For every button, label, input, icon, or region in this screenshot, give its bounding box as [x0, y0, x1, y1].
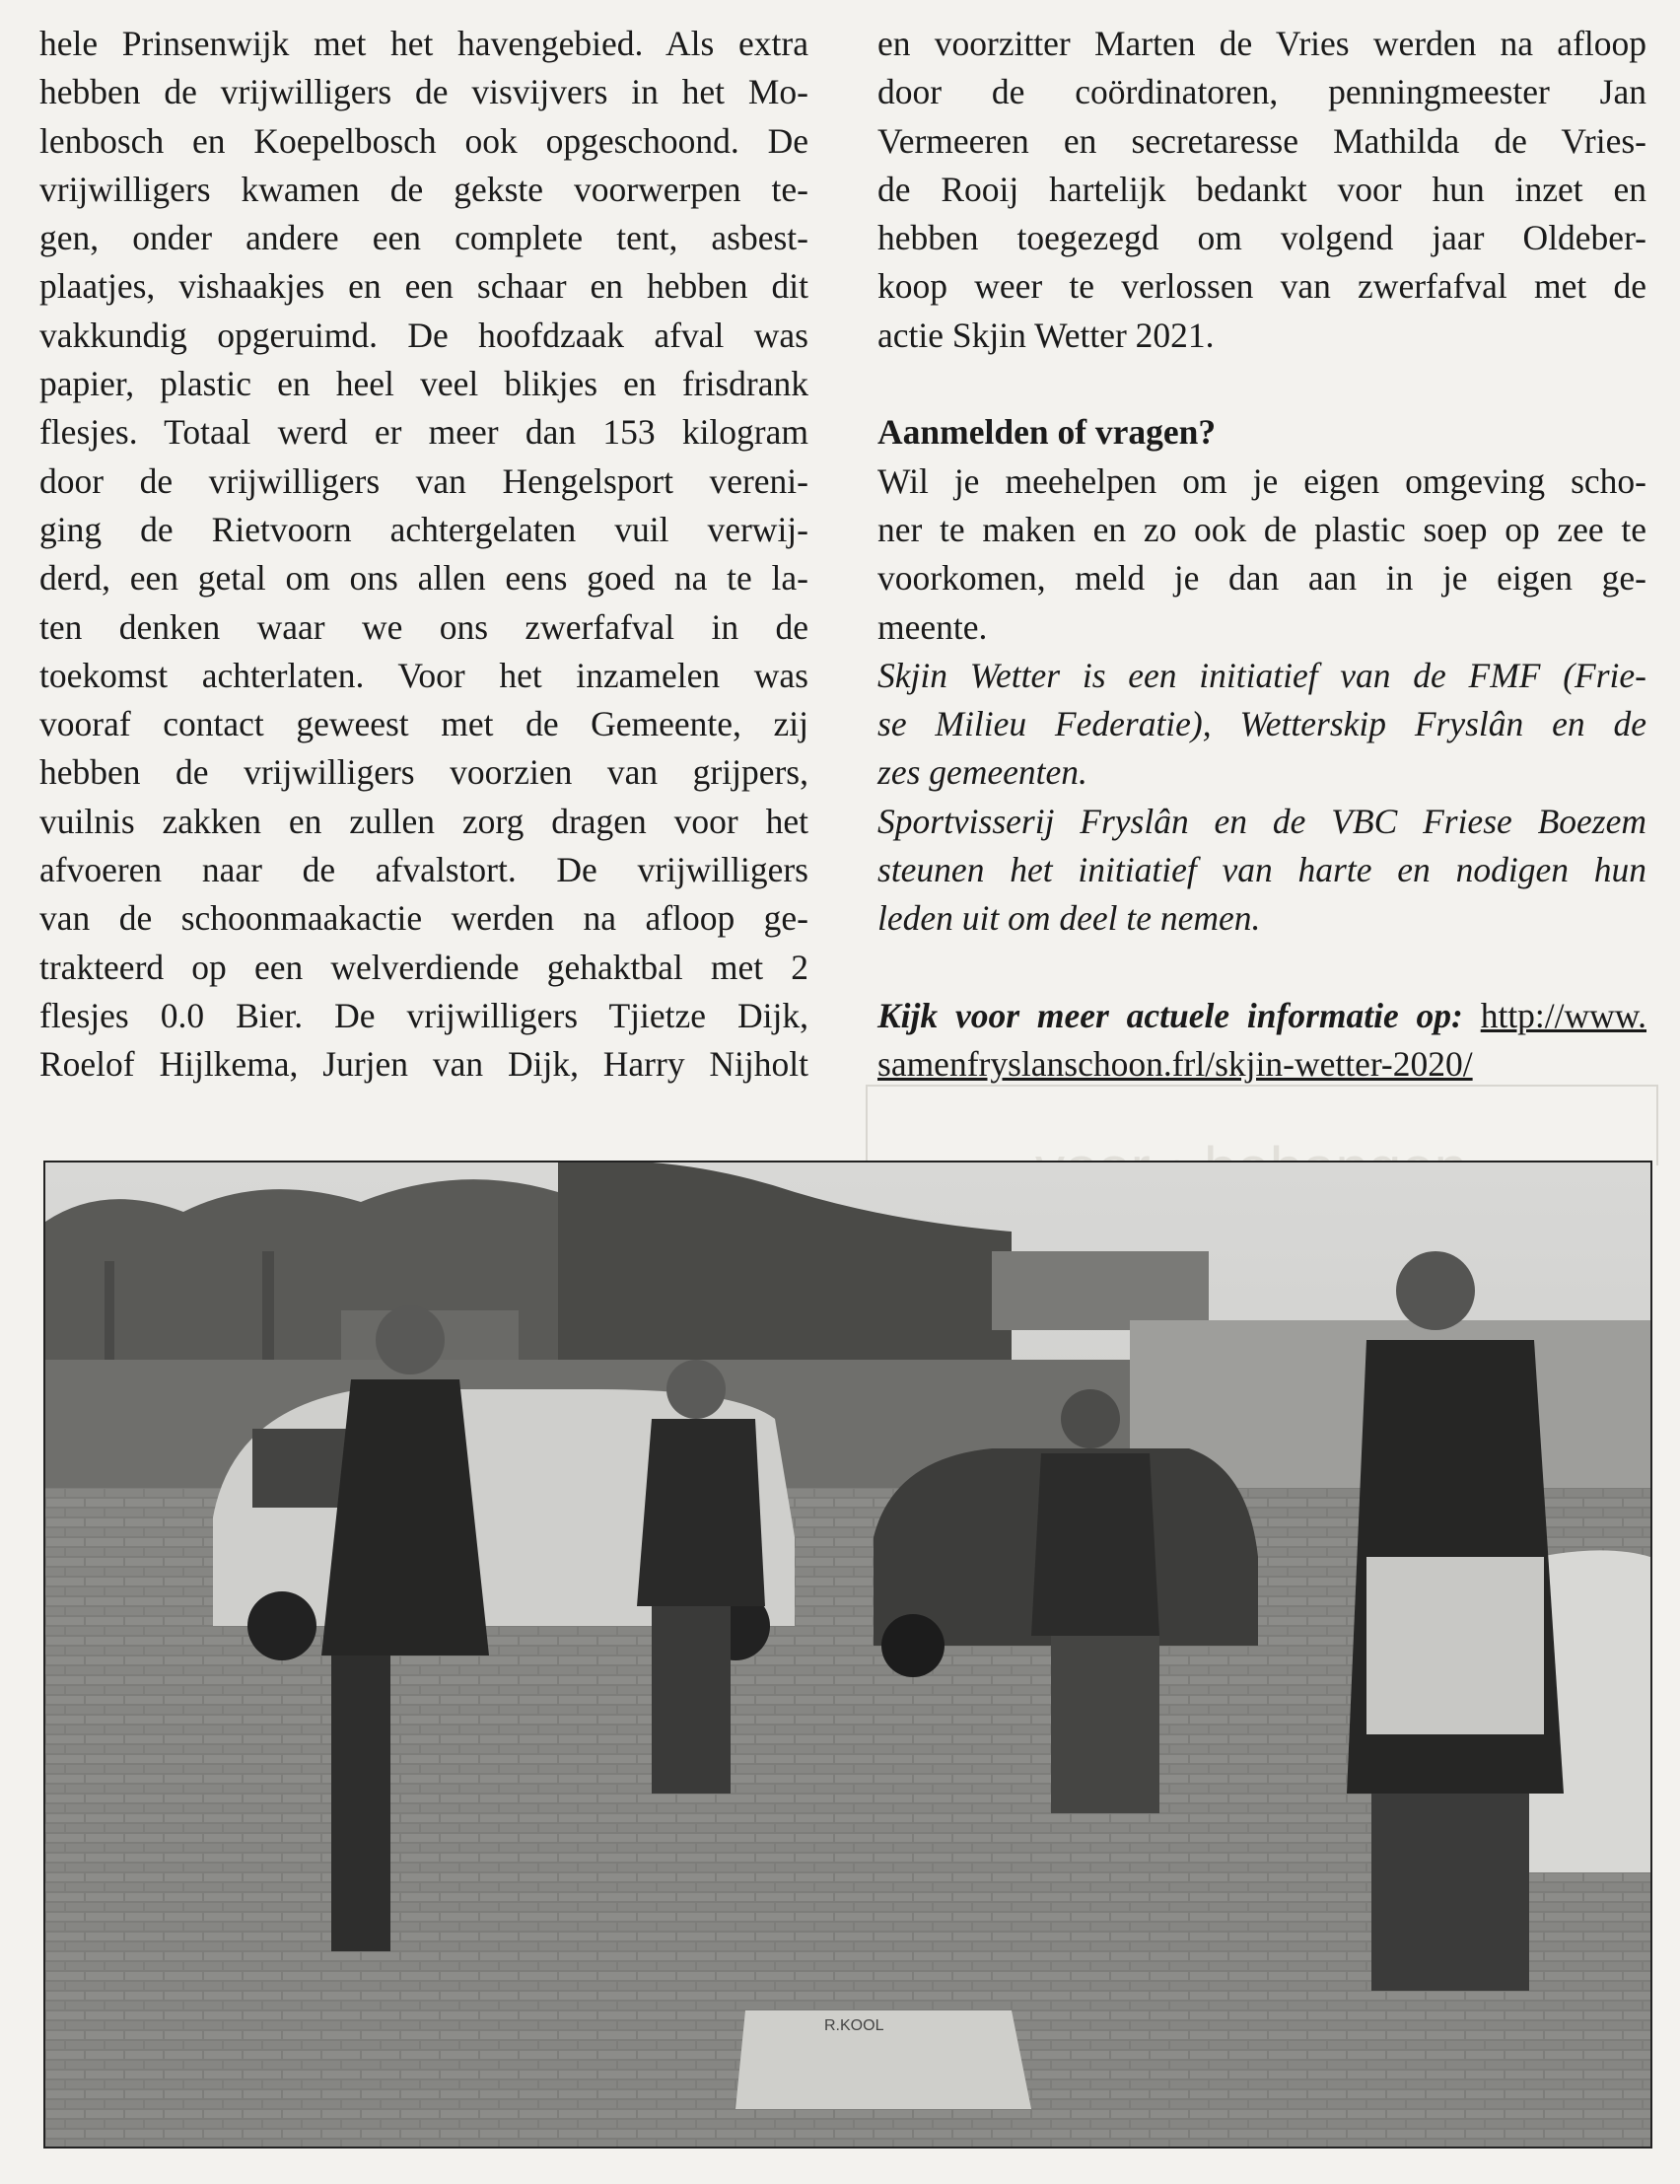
more-info-label: Kijk voor meer actuele informatie op: [877, 995, 1463, 1035]
text-line: vuilnis zakken en zullen zorg dragen voor het [39, 801, 808, 841]
italic-text-line: Sportvisserij Fryslân en de VBC Friese Boezem [877, 801, 1646, 841]
left-article-column [39, 20, 808, 1090]
text-line: papier, plastic en heel veel blikjes en frisdrank [39, 364, 808, 404]
text-line: door de coördinatoren, penningmeester Jan [877, 72, 1646, 112]
italic-text-line: leden uit om deel te nemen. [877, 898, 1261, 939]
text-line: plaatjes, vishaakjes en een schaar en hebben dit [39, 266, 808, 307]
section-heading: Aanmelden of vragen? [877, 412, 1217, 453]
text-line: vrijwilligers kwamen de gekste voorwerpen te- [39, 169, 808, 209]
text-line: hebben toegezegd om volgend jaar Oldeber- [877, 218, 1646, 258]
info-link-part2[interactable]: samenfryslanschoon.frl/skjin-wetter-2020/ [877, 1044, 1473, 1085]
info-link-part1[interactable]: http://www. [1480, 995, 1646, 1035]
text-line: toekomst achterlaten. Voor het inzamelen was [39, 655, 808, 695]
text-line: Vermeeren en secretaresse Mathilda de Vries- [877, 120, 1646, 161]
van-lettering: R.KOOL [824, 2017, 884, 2034]
text-line: actie Skjin Wetter 2021. [877, 315, 1215, 355]
right-article-column [877, 20, 1646, 1090]
italic-text-line: se Milieu Federatie), Wetterskip Fryslân en de [877, 704, 1646, 744]
more-info-link-line [877, 1040, 1646, 1089]
text-line: ner te maken en zo ook de plastic soep op zee te [877, 509, 1646, 549]
text-line: flesjes 0.0 Bier. De vrijwilligers Tjietze Dijk, [39, 995, 808, 1035]
text-line: ten denken waar we ons zwerfafval in de [39, 606, 808, 647]
photo-volunteers-cleanup [43, 1161, 1652, 2149]
more-info-line [877, 992, 1646, 1040]
text-line: van de schoonmaakactie werden na afloop ge- [39, 898, 808, 939]
text-line: meente. [877, 606, 988, 647]
text-line: vakkundig opgeruimd. De hoofdzaak afval was [39, 315, 808, 355]
text-line: afvoeren naar de afvalstort. De vrijwilligers [39, 850, 808, 890]
text-line: en voorzitter Marten de Vries werden na afloop [877, 24, 1646, 63]
italic-text-line: zes gemeenten. [877, 752, 1087, 793]
text-line: hebben de vrijwilligers voorzien van grijpers, [39, 752, 808, 793]
text-line: voorkomen, meld je dan aan in je eigen ge- [877, 558, 1646, 599]
text-line: de Rooij hartelijk bedankt voor hun inzet en [877, 169, 1646, 209]
text-line: vooraf contact geweest met de Gemeente, zij [39, 704, 808, 744]
text-line: ging de Rietvoorn achtergelaten vuil verwij- [39, 509, 808, 549]
text-line: Wil je meehelpen om je eigen omgeving scho- [877, 460, 1646, 501]
text-line: flesjes. Totaal werd er meer dan 153 kilogram [39, 412, 808, 453]
text-line: gen, onder andere een complete tent, asbest- [39, 218, 808, 258]
italic-text-line: steunen het initiatief van harte en nodigen hun [877, 850, 1646, 890]
text-line: Roelof Hijlkema, Jurjen van Dijk, Harry Nijholt [39, 1044, 808, 1085]
text-line: hele Prinsenwijk met het havengebied. Als extra [39, 24, 808, 63]
text-line: koop weer te verlossen van zwerfafval met de [877, 266, 1646, 307]
text-line: trakteerd op een welverdiende gehaktbal met 2 [39, 947, 808, 987]
text-line: derd, een getal om ons allen eens goed na te la- [39, 558, 808, 599]
text-line: lenbosch en Koepelbosch ook opgeschoond. De [39, 120, 808, 161]
italic-text-line: Skjin Wetter is een initiatief van de FMF (Frie- [877, 655, 1646, 695]
text-line: hebben de vrijwilligers de visvijvers in het Mo- [39, 72, 808, 112]
text-line: door de vrijwilligers van Hengelsport vereni- [39, 460, 808, 501]
